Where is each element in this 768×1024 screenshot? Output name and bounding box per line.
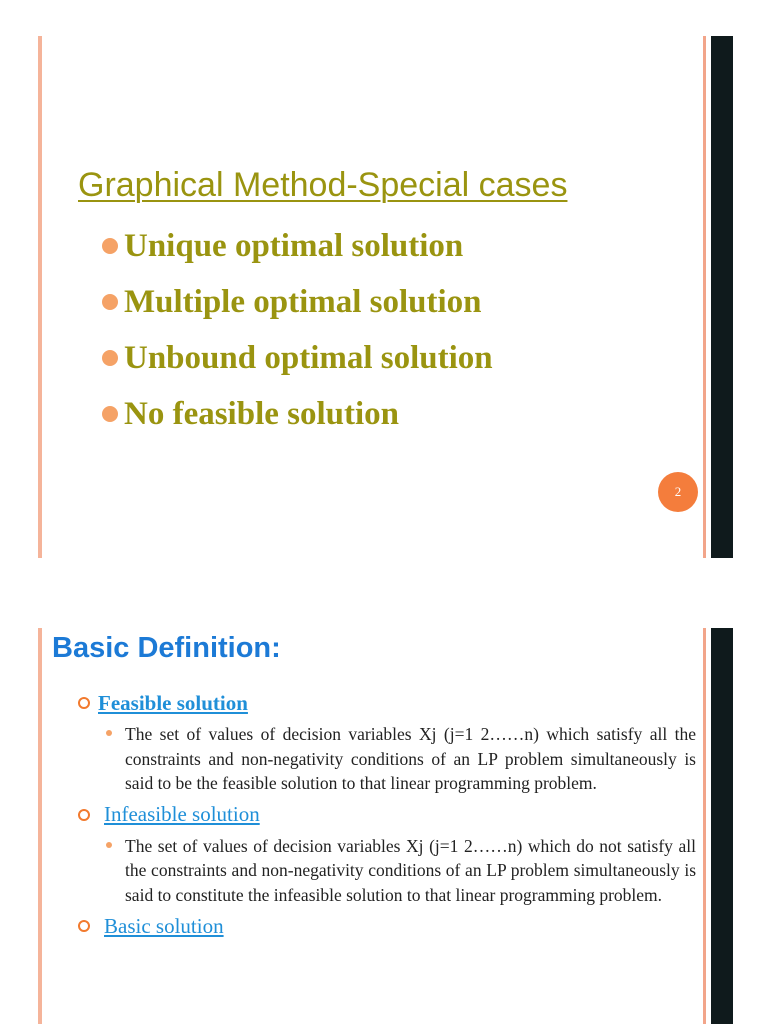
definitions-list xyxy=(78,690,696,939)
bullet-icon xyxy=(102,406,118,422)
definition-heading xyxy=(78,913,696,939)
list-item-text: No feasible solution xyxy=(124,396,400,432)
slide-title: Graphical Method-Special cases xyxy=(78,166,568,204)
slide-basic-definition xyxy=(0,590,768,1024)
left-edge-stripe xyxy=(38,36,42,558)
definition-description xyxy=(106,834,696,908)
bullet-icon xyxy=(102,238,118,254)
list-item xyxy=(102,274,493,330)
list-item xyxy=(102,330,493,386)
ring-bullet-icon xyxy=(78,920,90,932)
left-edge-stripe xyxy=(38,628,42,1024)
description-text: The set of values of decision variables Xj (j=1 2……n) which satisfy all the constraints and non-negativity conditions of an LP problem simultaneously is said to be the feasible solution to that linear programming problem. xyxy=(125,724,696,793)
right-accent-stripe xyxy=(703,36,706,558)
ring-bullet-icon xyxy=(78,697,90,709)
description-text: The set of values of decision variables Xj (j=1 2……n) which do not satisfy all the constraints and non-negativity conditions of an LP problem simultaneously is said to constitute the infeasible solution to that linear programming problem. xyxy=(125,835,696,905)
bullet-icon xyxy=(102,294,118,310)
list-item-text: Unbound optimal solution xyxy=(124,340,493,376)
right-dark-bar xyxy=(711,36,733,558)
right-dark-bar xyxy=(711,628,733,1024)
infeasible-solution-link[interactable]: Infeasible solution xyxy=(104,802,260,826)
definition-heading xyxy=(78,690,696,716)
bullet-icon xyxy=(102,350,118,366)
bullet-icon xyxy=(106,842,112,848)
right-accent-stripe xyxy=(703,628,706,1024)
special-cases-list xyxy=(102,218,493,442)
list-item xyxy=(102,386,493,442)
definition-heading xyxy=(78,802,696,828)
list-item xyxy=(102,218,493,274)
feasible-solution-link[interactable]: Feasible solution xyxy=(98,690,248,715)
basic-solution-link[interactable]: Basic solution xyxy=(104,913,224,938)
bullet-icon xyxy=(106,730,112,736)
ring-bullet-icon xyxy=(78,809,90,821)
list-item-text: Unique optimal solution xyxy=(124,228,464,264)
slide-title: Basic Definition: xyxy=(52,632,281,664)
definition-description xyxy=(106,722,696,796)
list-item-text: Multiple optimal solution xyxy=(124,284,482,320)
page-number-badge: 2 xyxy=(658,472,698,512)
